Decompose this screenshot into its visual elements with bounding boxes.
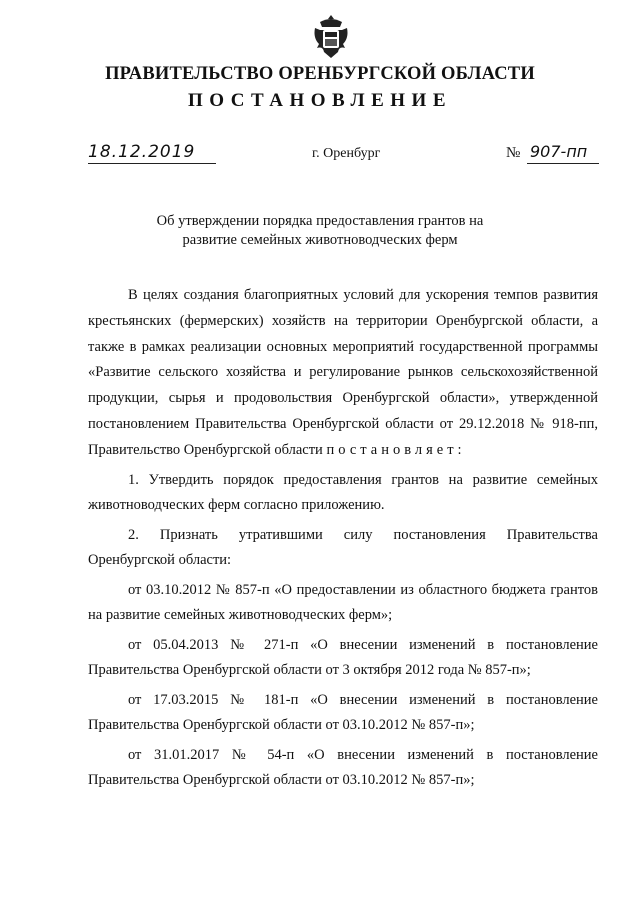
subject-line-2: развитие семейных животноводческих ферм	[182, 232, 458, 248]
document-type: ПОСТАНОВЛЕНИЕ	[187, 90, 453, 111]
decree-body	[88, 283, 598, 794]
preamble-text: В целях создания благоприятных условий для ускорения темпов развития крестьянских (фермерских) хозяйств на территории Оренбургской области, а также в рамках реализации основных мероприятий государственной программы «Развитие сельского хозяйства и регулирование рынков сельскохозяйственной продукции, сырья и продовольствия Оренбургской области», утвержденной постановлением Правительства Оренбургской области от 29.12.2018 № 918-пп, Правительство Оренбургской области	[88, 287, 598, 458]
number-label: №	[506, 145, 521, 161]
list-item: от 17.03.2015 № 181-п «О внесении изменений в постановление Правительства Оренбургской области от 03.10.2012 № 857-п»;	[88, 691, 598, 734]
preamble-paragraph	[88, 283, 598, 464]
list-item: от 03.10.2012 № 857-п «О предоставлении из областного бюджета грантов на развитие семейных животноводческих ферм»;	[88, 581, 598, 624]
decree-subject	[0, 212, 640, 250]
decree-date: 18.12.2019	[88, 142, 196, 162]
number-underline	[527, 163, 599, 164]
coat-of-arms-icon	[312, 14, 350, 60]
decree-city: г. Оренбург	[312, 146, 381, 161]
resolves-word: постановляет:	[326, 441, 466, 458]
organization-name: ПРАВИТЕЛЬСТВО ОРЕНБУРГСКОЙ ОБЛАСТИ	[105, 64, 535, 84]
decree-number: 907-пп	[530, 142, 588, 161]
list-item: 2. Признать утратившими силу постановления Правительства Оренбургской области:	[88, 526, 598, 569]
list-item: от 31.01.2017 № 54-п «О внесении изменений в постановление Правительства Оренбургской области от 03.10.2012 № 857-п»;	[88, 746, 598, 789]
list-item: от 05.04.2013 № 271-п «О внесении изменений в постановление Правительства Оренбургской области от 3 октября 2012 года № 857-п»;	[88, 636, 598, 679]
subject-line-1: Об утверждении порядка предоставления грантов на	[156, 213, 484, 229]
list-item: 1. Утвердить порядок предоставления грантов на развитие семейных животноводческих ферм согласно приложению.	[88, 471, 598, 514]
date-underline	[88, 163, 216, 164]
